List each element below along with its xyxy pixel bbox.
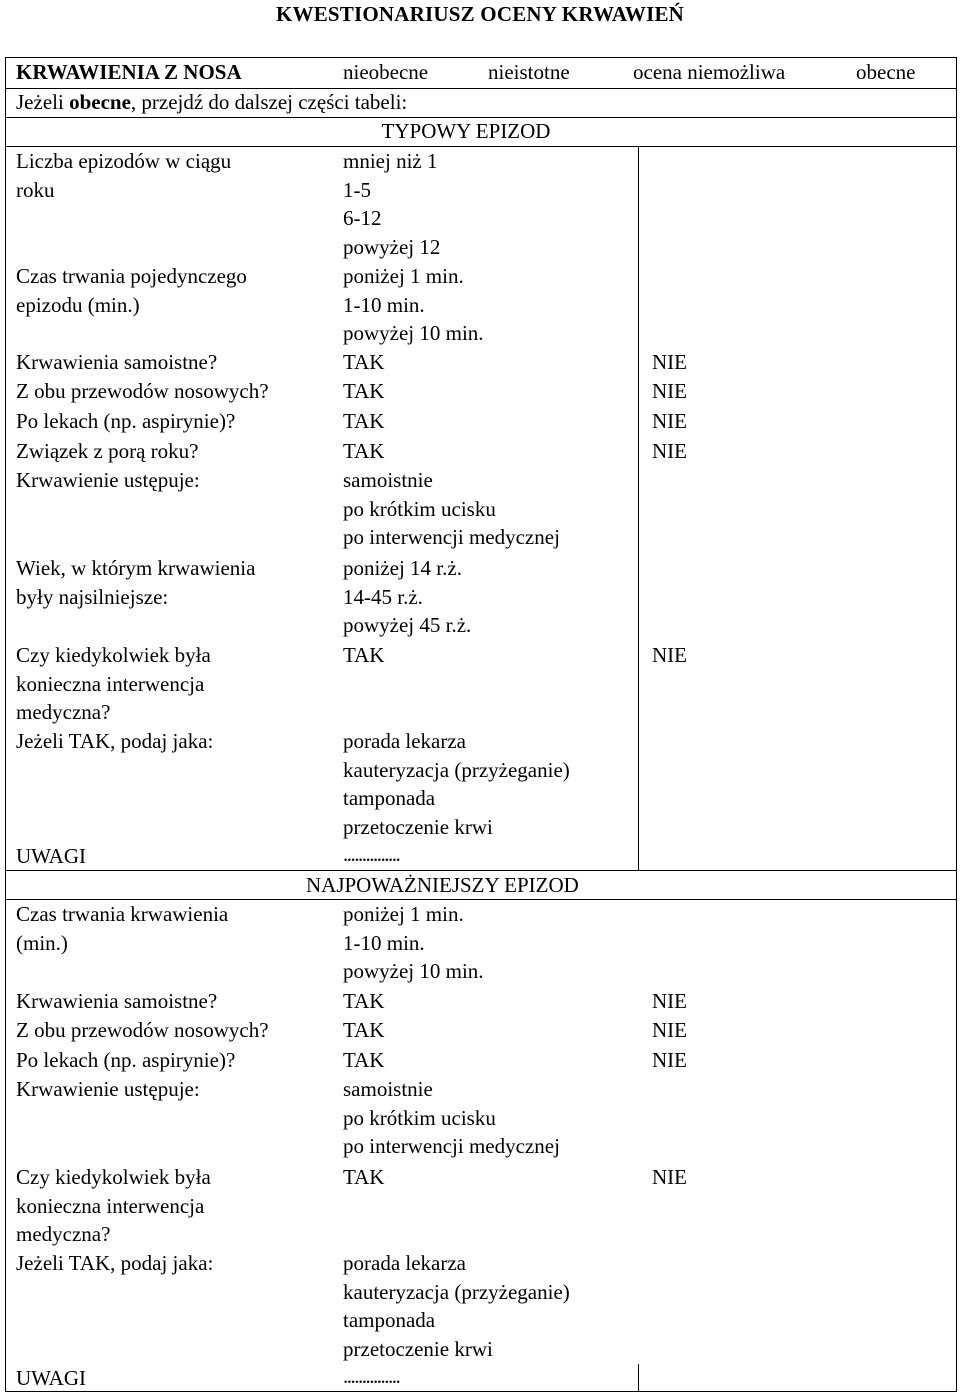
label-season-relation: Związek z porą roku?	[16, 439, 199, 463]
option-1-5[interactable]: 1-5	[343, 177, 371, 202]
option-transfusion[interactable]: przetoczenie krwi	[343, 815, 493, 840]
label-age-worst: Wiek, w którym krwawienia były najsilniejsze:	[16, 556, 256, 609]
bleeding-stops-options	[343, 466, 560, 552]
no-option[interactable]: NIE	[652, 1048, 687, 1072]
label-notes: UWAGI	[16, 844, 86, 868]
yes-option[interactable]: TAK	[343, 643, 385, 667]
label-spontaneous: Krwawienia samoistne?	[16, 350, 218, 374]
age-options	[343, 554, 471, 640]
option-short-pressure[interactable]: po krótkim ucisku	[343, 1105, 496, 1130]
option-over-45[interactable]: powyżej 45 r.ż.	[343, 613, 472, 638]
option-14-45[interactable]: 14-45 r.ż.	[343, 584, 423, 609]
no-option[interactable]: NIE	[652, 439, 687, 463]
option-present[interactable]: obecne	[856, 60, 916, 84]
option-under-1-min[interactable]: poniżej 1 min.	[343, 264, 464, 288]
label-episodes-count: Liczba epizodów w ciągu roku	[16, 149, 232, 202]
yes-option[interactable]: TAK	[343, 1165, 385, 1189]
label-episode-duration: Czas trwania pojedynczego epizodu (min.)	[16, 264, 247, 317]
section-label-nosebleeds: KRWAWIENIA Z NOSA	[16, 60, 242, 84]
option-doctor-advice[interactable]: porada lekarza	[343, 1251, 466, 1275]
option-medical-intervention[interactable]: po interwencji medycznej	[343, 1134, 560, 1159]
no-option[interactable]: NIE	[652, 1165, 687, 1189]
no-option[interactable]: NIE	[652, 1018, 687, 1042]
label-notes: UWAGI	[16, 1366, 86, 1390]
label-bleeding-stops: Krwawienie ustępuje:	[16, 1077, 200, 1101]
option-over-10-min[interactable]: powyżej 10 min.	[343, 321, 484, 346]
label-if-yes: Jeżeli TAK, podaj jaka:	[16, 729, 214, 753]
label-bleeding-stops: Krwawienie ustępuje:	[16, 468, 200, 492]
option-tamponade[interactable]: tamponada	[343, 1308, 436, 1333]
intervention-type-options	[343, 727, 570, 842]
yes-option[interactable]: TAK	[343, 1048, 385, 1072]
yes-option[interactable]: TAK	[343, 439, 385, 463]
option-under-1-min[interactable]: poniżej 1 min.	[343, 902, 464, 926]
option-insignificant[interactable]: nieistotne	[488, 60, 570, 84]
label-spontaneous: Krwawienia samoistne?	[16, 989, 218, 1013]
no-option[interactable]: NIE	[652, 989, 687, 1013]
label-both-nostrils: Z obu przewodów nosowych?	[16, 379, 269, 403]
option-transfusion[interactable]: przetoczenie krwi	[343, 1337, 493, 1362]
option-tamponade[interactable]: tamponada	[343, 786, 436, 811]
label-bleeding-duration: Czas trwania krwawienia (min.)	[16, 902, 229, 955]
label-both-nostrils: Z obu przewodów nosowych?	[16, 1018, 269, 1042]
label-after-medication: Po lekach (np. aspirynie)?	[16, 1048, 236, 1072]
option-1-10-min[interactable]: 1-10 min.	[343, 292, 425, 317]
option-under-14[interactable]: poniżej 14 r.ż.	[343, 556, 462, 580]
option-cauterization[interactable]: kauteryzacja (przyżeganie)	[343, 1279, 570, 1304]
notes-field[interactable]: ...............	[343, 842, 400, 866]
bleeding-stops-options	[343, 1075, 560, 1161]
no-option[interactable]: NIE	[652, 643, 687, 667]
option-cannot-assess[interactable]: ocena niemożliwa	[633, 60, 786, 84]
yes-option[interactable]: TAK	[343, 1018, 385, 1042]
label-intervention-needed: Czy kiedykolwiek była konieczna interwencja medyczna?	[16, 1165, 211, 1246]
option-short-pressure[interactable]: po krótkim ucisku	[343, 496, 496, 521]
option-absent[interactable]: nieobecne	[343, 60, 429, 84]
option-1-10-min[interactable]: 1-10 min.	[343, 930, 425, 955]
section-heading-worst: NAJPOWAŻNIEJSZY EPIZOD	[306, 873, 579, 897]
option-6-12[interactable]: 6-12	[343, 206, 382, 231]
option-cauterization[interactable]: kauteryzacja (przyżeganie)	[343, 757, 570, 782]
option-spontaneously[interactable]: samoistnie	[343, 468, 433, 492]
option-spontaneously[interactable]: samoistnie	[343, 1077, 433, 1101]
column-divider	[638, 146, 639, 870]
yes-option[interactable]: TAK	[343, 409, 385, 433]
instruction-text: Jeżeli obecne, przejdź do dalszej części tabeli:	[16, 90, 408, 114]
yes-option[interactable]: TAK	[343, 379, 385, 403]
column-divider	[638, 1364, 639, 1392]
yes-option[interactable]: TAK	[343, 989, 385, 1013]
episode-duration-options	[343, 262, 484, 348]
label-after-medication: Po lekach (np. aspirynie)?	[16, 409, 236, 433]
episodes-count-options	[343, 147, 440, 262]
section-heading-typical: TYPOWY EPIZOD	[381, 119, 551, 143]
label-intervention-needed: Czy kiedykolwiek była konieczna interwencja medyczna?	[16, 643, 211, 724]
no-option[interactable]: NIE	[652, 350, 687, 374]
yes-option[interactable]: TAK	[343, 350, 385, 374]
option-above-12[interactable]: powyżej 12	[343, 235, 441, 260]
option-less-than-1[interactable]: mniej niż 1	[343, 149, 438, 173]
intervention-type-options	[343, 1249, 570, 1364]
no-option[interactable]: NIE	[652, 409, 687, 433]
label-if-yes: Jeżeli TAK, podaj jaka:	[16, 1251, 214, 1275]
option-medical-intervention[interactable]: po interwencji medycznej	[343, 525, 560, 550]
option-over-10-min[interactable]: powyżej 10 min.	[343, 959, 484, 984]
option-doctor-advice[interactable]: porada lekarza	[343, 729, 466, 753]
no-option[interactable]: NIE	[652, 379, 687, 403]
notes-field[interactable]: ...............	[343, 1364, 400, 1388]
bleeding-duration-options	[343, 900, 484, 986]
page-title: KWESTIONARIUSZ OCENY KRWAWIEŃ	[275, 2, 685, 26]
